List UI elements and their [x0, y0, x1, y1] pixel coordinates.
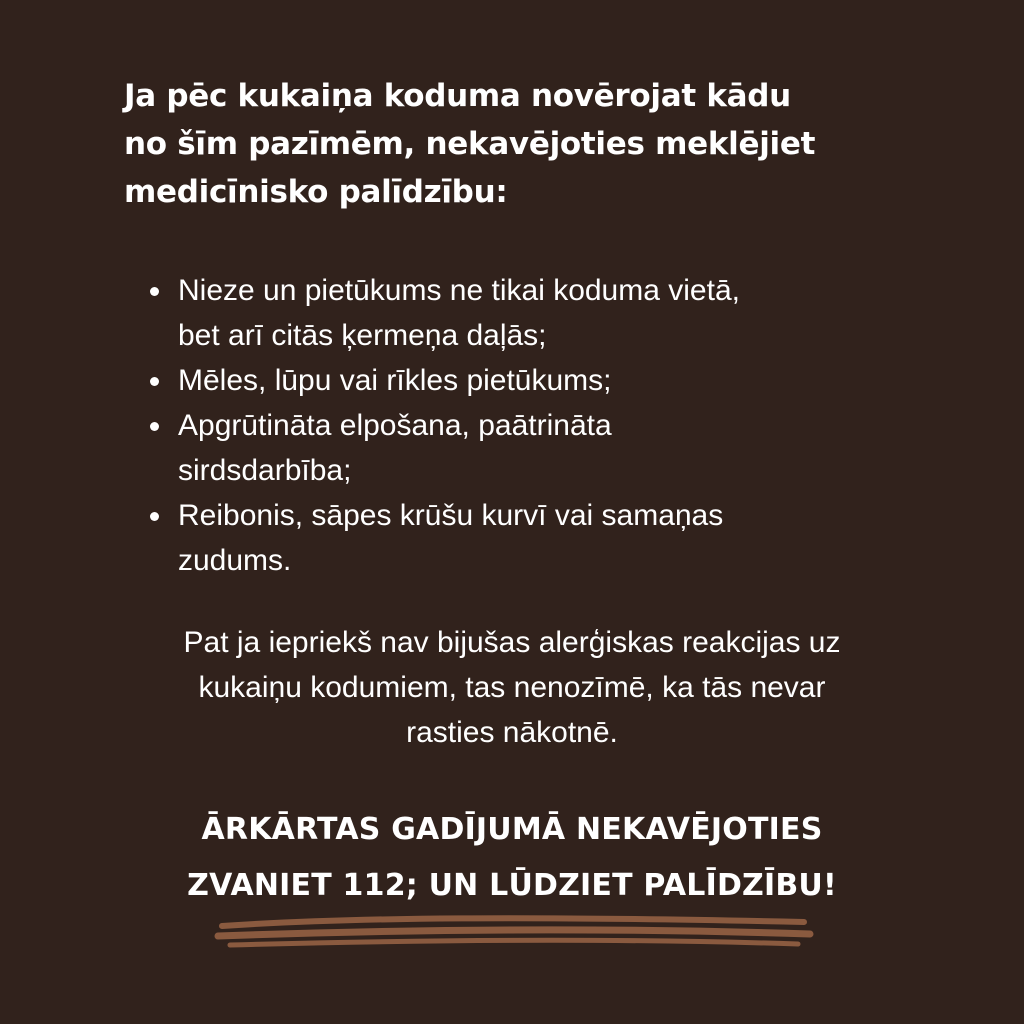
bullet-icon [150, 377, 159, 386]
symptom-item [148, 493, 908, 583]
symptom-item [148, 358, 908, 403]
symptom-text: Reibonis, sāpes krūšu kurvī vai samaņas [178, 499, 724, 532]
emergency-line: ZVANIET 112; UN LŪDZIET PALĪDZĪBU! [187, 868, 837, 903]
heading-line: medicīnisko palīdzību: [124, 174, 508, 210]
symptom-text: Nieze un pietūkums ne tikai koduma vietā, [178, 274, 740, 307]
heading [124, 72, 914, 216]
emergency-callout [62, 802, 962, 914]
emergency-line: ĀRKĀRTAS GADĪJUMĀ NEKAVĒJOTIES [201, 812, 823, 847]
note-paragraph [62, 620, 962, 755]
brush-underline-icon [214, 912, 814, 962]
bullet-icon [150, 287, 159, 296]
brush-stroke [218, 930, 810, 936]
symptom-text: bet arī citās ķermeņa daļās; [178, 319, 547, 352]
symptom-item [148, 403, 908, 493]
note-line: kukaiņu kodumiem, tas nenozīmē, ka tās nevar [198, 671, 826, 704]
note-line: rasties nākotnē. [406, 716, 618, 749]
symptom-item [148, 268, 908, 358]
symptom-text: Apgrūtināta elpošana, paātrināta [178, 409, 612, 442]
symptom-text: zudums. [178, 544, 292, 577]
symptom-text: Mēles, lūpu vai rīkles pietūkums; [178, 364, 612, 397]
symptom-text: sirdsdarbība; [178, 454, 352, 487]
brush-stroke [222, 918, 804, 926]
bullet-icon [150, 422, 159, 431]
bullet-icon [150, 512, 159, 521]
brush-stroke [230, 940, 798, 945]
note-line: Pat ja iepriekš nav bijušas alerģiskas reakcijas uz [183, 626, 841, 659]
heading-line: no šīm pazīmēm, nekavējoties meklējiet [124, 126, 816, 162]
heading-line: Ja pēc kukaiņa koduma novērojat kādu [124, 78, 791, 114]
symptom-list [148, 268, 908, 583]
